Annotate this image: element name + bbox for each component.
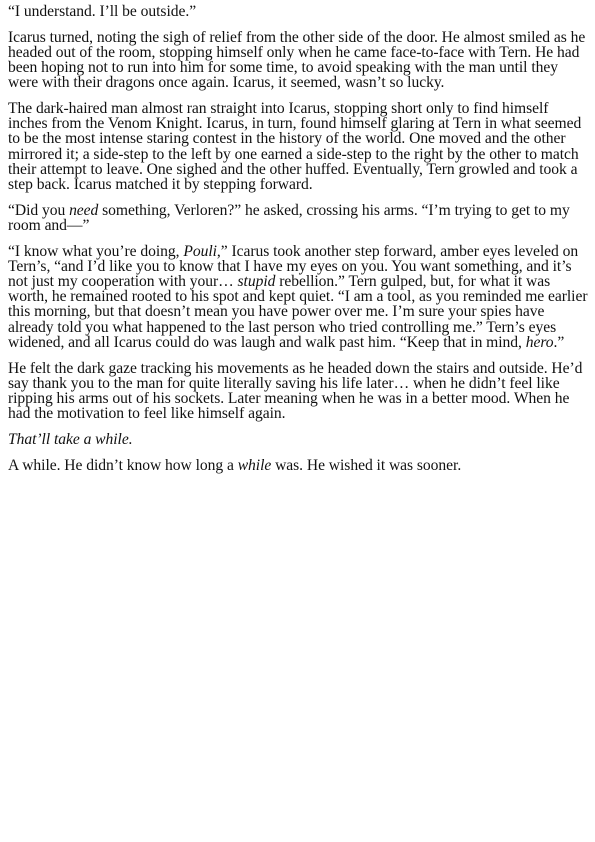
- paragraph: [8, 101, 588, 192]
- italic-text-run: while: [237, 456, 272, 474]
- italic-text-run: Pouli: [183, 242, 217, 260]
- paragraph: [8, 30, 588, 91]
- text-run: Icarus turned, noting the sigh of relief from the other side of the door. He almost smiled as he headed out of the room, stopping himself only when he came face-to-face with Tern. He had been hoping not to run into him for some time, to avoid speaking with the man until they were with their dragons once again. Icarus, it seemed, wasn’t so lucky.: [8, 28, 586, 92]
- paragraph: [8, 244, 588, 350]
- italic-text-run: stupid: [237, 273, 276, 291]
- text-run: “Did you: [8, 201, 70, 219]
- paragraph: [8, 203, 588, 233]
- italic-text-run: That’ll take a while.: [8, 430, 133, 448]
- text-run: A while. He didn’t know how long a: [8, 456, 238, 474]
- text-run: “I know what you’re doing,: [8, 242, 184, 260]
- paragraph: [8, 4, 588, 19]
- text-run: rebellion.” Tern gulped, but, for what it was worth, he remained rooted to his spot and kept quiet. “I am a tool, as you reminded me earlier this morning, but that doesn’t mean you have power over me. I’m sure your spies have already told you what happened to the last person who tried controlling me.” Tern’s eyes widened, and all Icarus could do was laugh and walk past him. “Keep that in mind,: [8, 273, 588, 351]
- paragraph: [8, 458, 588, 473]
- text-run: The dark-haired man almost ran straight into Icarus, stopping short only to find himself inches from the Venom Knight. Icarus, in turn, found himself glaring at Tern in what seemed to be the most intense staring contest in the history of the world. One moved and the other mirrored it; a side-step to the left by one earned a side-step to the right by the other to match their attempt to leave. One sighed and the other huffed. Eventually, Tern growled and took a step back. Icarus matched it by stepping forward.: [8, 100, 582, 194]
- italic-text-run: need: [69, 201, 99, 219]
- italic-text-run: hero: [525, 333, 554, 351]
- text-run: ,” Icarus took another step forward, amber eyes leveled on Tern’s, “and I’d like you to know that I have my eyes on you. You want something, and it’s not just my cooperation with your…: [8, 242, 579, 291]
- text-run: something, Verloren?” he asked, crossing his arms. “I’m trying to get to my room and—”: [8, 201, 570, 234]
- text-run: He felt the dark gaze tracking his movements as he headed down the stairs and outside. He’d say thank you to the man for quite literally saving his life later… when he didn’t feel like ripping his arms out of his sockets. Later meaning when he was in a better mood. When he had the motivation to feel like himself again.: [8, 359, 583, 423]
- text-run: “I understand. I’ll be outside.”: [8, 3, 197, 20]
- document-page: [8, 4, 588, 483]
- paragraph: [8, 432, 588, 447]
- paragraph: [8, 361, 588, 422]
- text-run: was. He wished it was sooner.: [271, 456, 462, 474]
- text-run: .”: [553, 333, 565, 351]
